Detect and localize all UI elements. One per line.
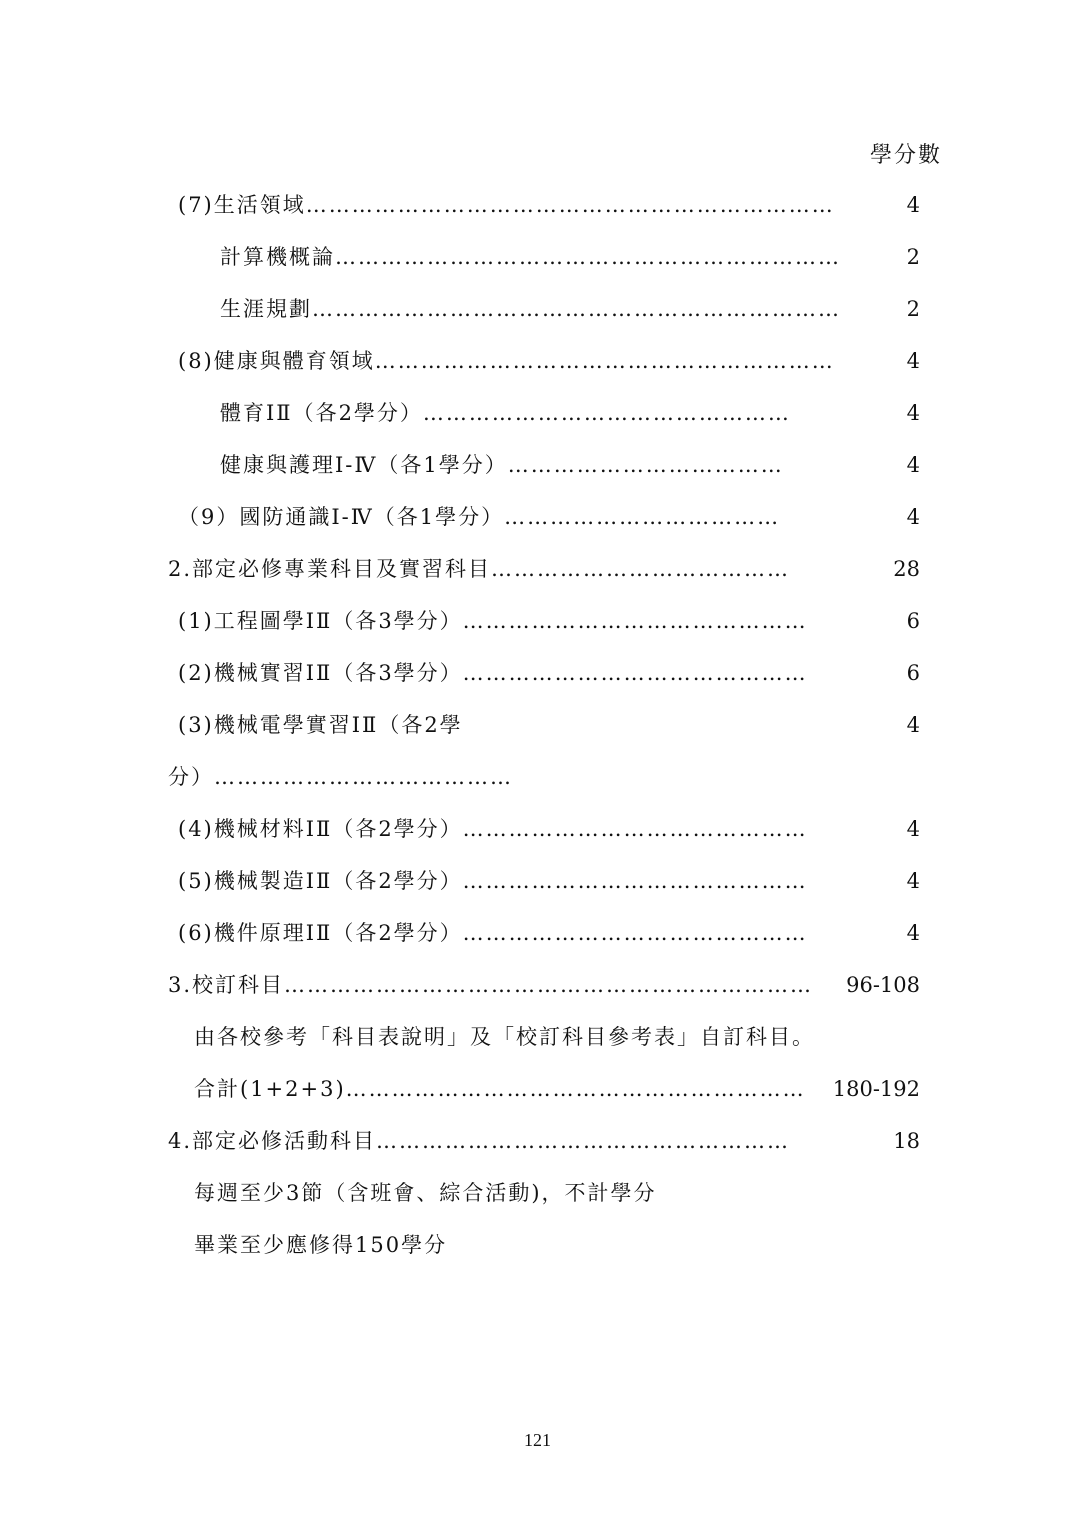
list-item-text: 由各校參考「科目表說明」及「校訂科目參考表」自訂科目。 <box>194 1025 815 1049</box>
list-item-text: 合計(1+2+3)…………………………………………………… <box>194 1077 806 1101</box>
list-item-credits: 4 <box>906 713 920 737</box>
list-item-credits: 4 <box>906 869 920 893</box>
list-item-credits: 6 <box>906 661 920 685</box>
list-item-credits: 28 <box>893 557 920 581</box>
list-item-text: 3.校訂科目…………………………………………………………… <box>168 973 814 997</box>
list-item-credits: 2 <box>906 297 920 321</box>
list-item-text: 體育ⅠⅡ（各2學分）………………………………………… <box>220 401 791 425</box>
list-item-credits: 4 <box>906 817 920 841</box>
list-item-text: 生涯規劃…………………………………………………………… <box>220 297 841 321</box>
list-item-text: (5)機械製造ⅠⅡ（各2學分）……………………………………… <box>178 869 808 893</box>
list-item-credits: 4 <box>906 505 920 529</box>
list-item-text: 4.部定必修活動科目……………………………………………… <box>168 1129 791 1153</box>
list-item-credits: 4 <box>906 193 920 217</box>
list-item-credits: 4 <box>906 349 920 373</box>
list-item-text: (6)機件原理ⅠⅡ（各2學分）……………………………………… <box>178 921 808 945</box>
list-item-text: 健康與護理Ⅰ-Ⅳ（各1學分）……………………………… <box>220 453 784 477</box>
list-item-text: (1)工程圖學ⅠⅡ（各3學分）……………………………………… <box>178 609 808 633</box>
list-item-credits: 4 <box>906 401 920 425</box>
list-item-credits: 2 <box>906 245 920 269</box>
list-item-text: 畢業至少應修得150學分 <box>194 1233 448 1257</box>
credits-column-header: 學分數 <box>870 143 943 168</box>
list-item-text: (4)機械材料ⅠⅡ（各2學分）……………………………………… <box>178 817 808 841</box>
list-item-credits: 6 <box>906 609 920 633</box>
list-item-credits: 180-192 <box>832 1077 920 1101</box>
list-item-credits: 4 <box>906 921 920 945</box>
list-item-text: 2.部定必修專業科目及實習科目………………………………… <box>168 557 791 581</box>
list-item-text: (7)生活領域…………………………………………………………… <box>178 193 835 217</box>
list-item-credits: 96-108 <box>846 973 920 997</box>
list-item-text: (8)健康與體育領域…………………………………………………… <box>178 349 835 373</box>
list-item-credits: 18 <box>893 1129 920 1153</box>
list-item-text: （9）國防通識Ⅰ-Ⅳ（各1學分）……………………………… <box>178 505 781 529</box>
list-item-text: (3)機械電學實習ⅠⅡ（各2學 <box>178 713 463 737</box>
list-item-text: 分）………………………………… <box>168 765 513 789</box>
page-number: 121 <box>524 1430 551 1450</box>
list-item-text: 計算機概論………………………………………………………… <box>220 245 841 269</box>
list-item-text: (2)機械實習ⅠⅡ（各3學分）……………………………………… <box>178 661 808 685</box>
list-item-credits: 4 <box>906 453 920 477</box>
list-item-text: 每週至少3節（含班會、綜合活動)，不計學分 <box>194 1181 657 1205</box>
